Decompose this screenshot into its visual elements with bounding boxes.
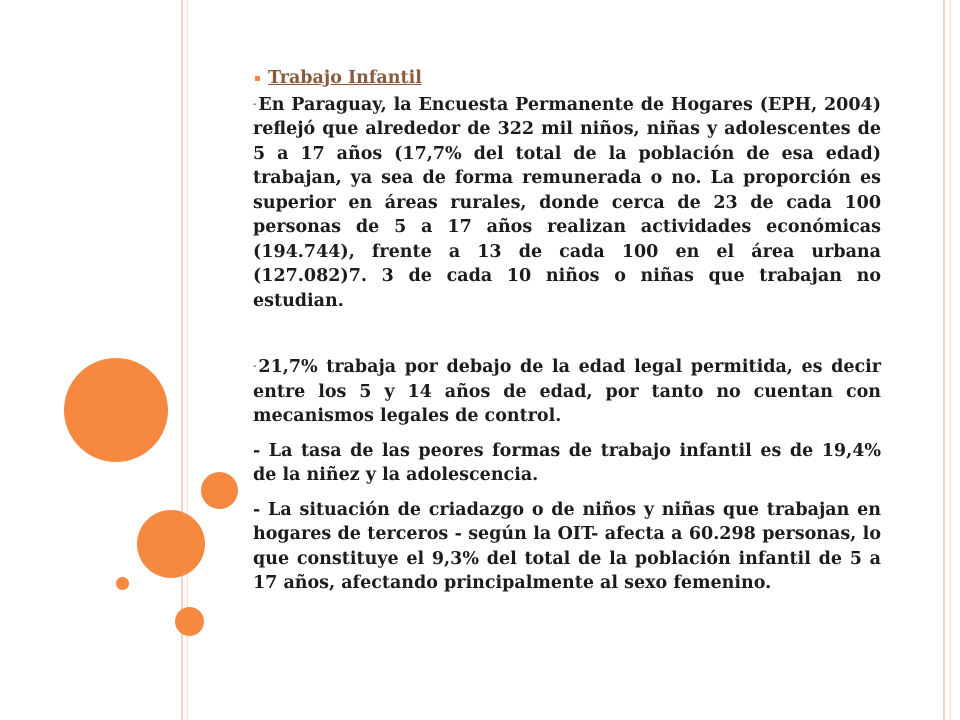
right-border-line-thin bbox=[950, 0, 951, 720]
paragraph-criadazgo: - La situación de criadazgo o de niños y niñas que trabajan en hogares de terceros - según la OIT- afecta a 60.298 personas, lo que constituye el 9,3% del total de la población infantil de 5 a 17 años, afectando principalmente al sexo femenino. bbox=[253, 499, 881, 593]
heading-line bbox=[253, 66, 881, 91]
dash-marker: - bbox=[253, 98, 257, 110]
paragraph-text: 21,7% trabaja por debajo de la edad legal permitida, es decir entre los 5 y 14 años de edad, por tanto no cuentan con mecanismos legales de control. bbox=[253, 357, 881, 426]
square-bullet-icon bbox=[255, 76, 260, 81]
decorative-circle-medium-large bbox=[137, 510, 205, 578]
decorative-circle-small bbox=[116, 577, 129, 590]
dash-marker: - bbox=[253, 361, 257, 372]
slide-content bbox=[253, 66, 881, 596]
paragraph-eph-2004 bbox=[253, 93, 881, 314]
paragraph-worst-forms: - La tasa de las peores formas de trabajo infantil es de 19,4% de la niñez y la adolescencia. bbox=[253, 440, 881, 485]
decorative-circle-medium bbox=[201, 472, 238, 509]
paragraph-text: En Paraguay, la Encuesta Permanente de Hogares (EPH, 2004) reflejó que alrededor de 322 mil niños, niñas y adolescentes de 5 a 17 años (17,7% del total de la población de esa edad) trabajan, ya sea de forma remunerada o no. La proporción es superior en áreas rurales, donde cerca de 23 de cada 100 personas de 5 a 17 años realizan actividades económicas (194.744), frente a 13 de cada 100 en el área urbana (127.082)7. 3 de cada 10 niños o niñas que trabajan no estudian. bbox=[253, 94, 881, 311]
paragraph-legal-age bbox=[253, 355, 881, 429]
right-border-line bbox=[943, 0, 945, 720]
decorative-circle-medium-small bbox=[175, 607, 204, 636]
section-heading: Trabajo Infantil bbox=[268, 68, 422, 88]
decorative-circle-large bbox=[64, 358, 168, 462]
